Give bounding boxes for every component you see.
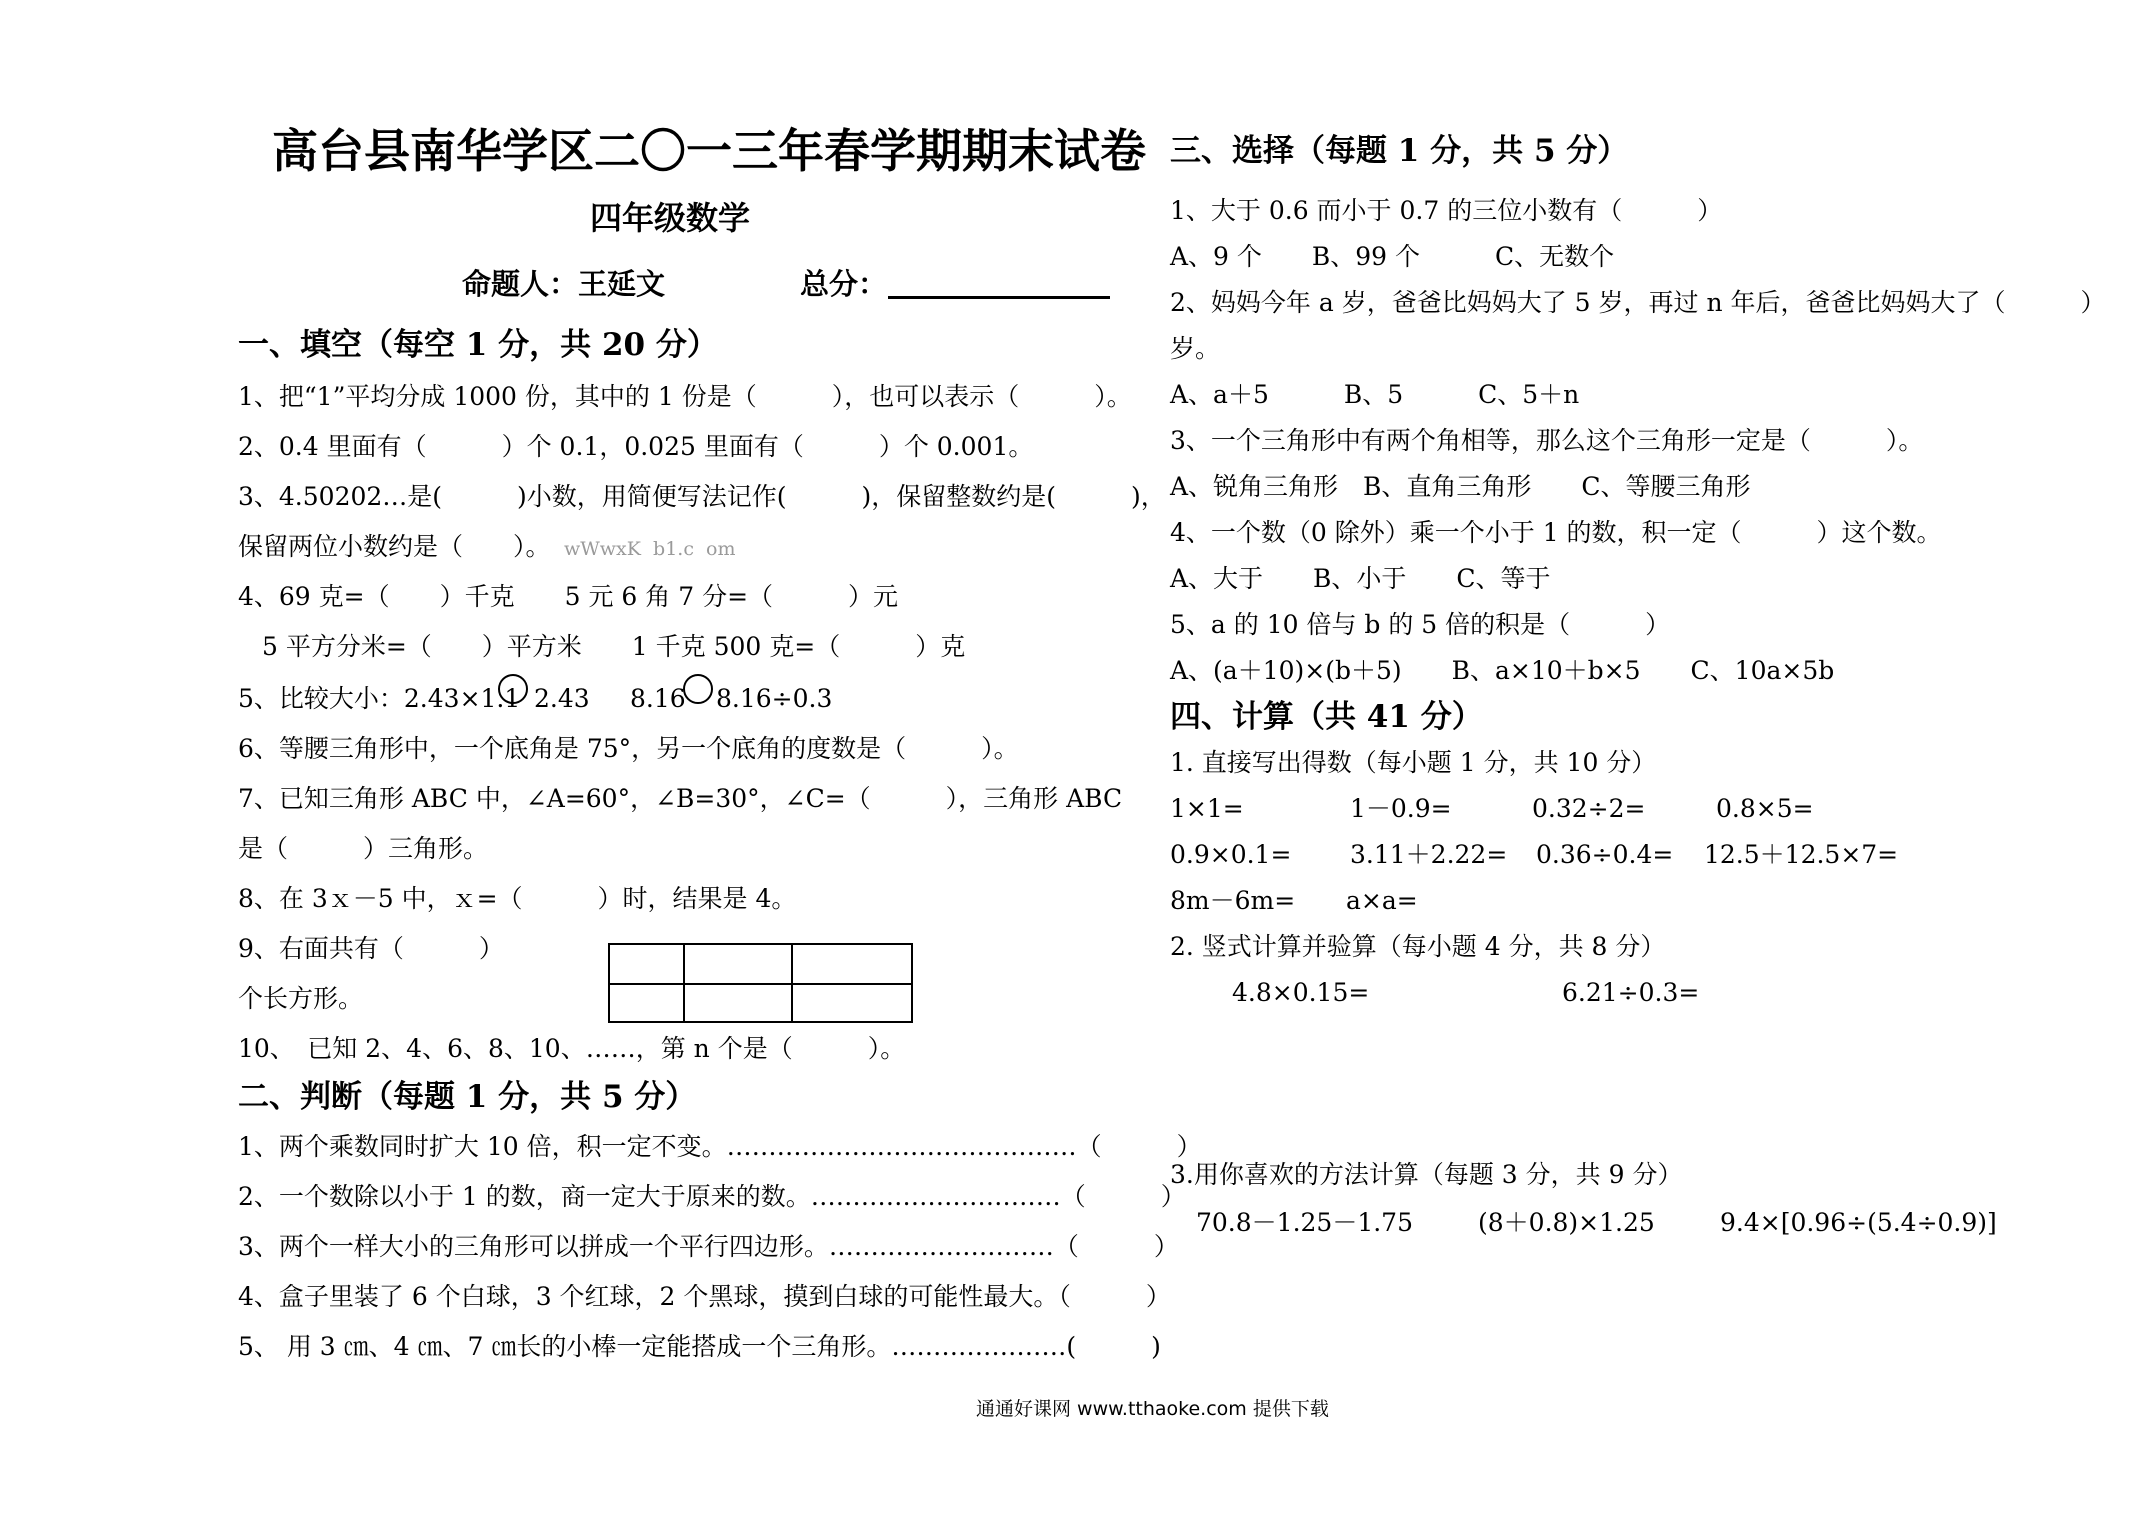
fill-question-4: 4、69 克=（ ）千克 5 元 6 角 7 分=（ ）元 xyxy=(238,582,899,611)
section-choice-heading: 三、选择（每题 1 分，共 5 分） xyxy=(1170,133,1629,169)
calc-row1-item1: 1×1= xyxy=(1170,794,1244,823)
calc-row2-item3: 0.36÷0.4= xyxy=(1536,840,1674,869)
fill-question-5-c: 8.16 xyxy=(630,684,686,713)
fill-question-10: 10、 已知 2、4、6、8、10、……，第 n 个是（ ）。 xyxy=(238,1034,906,1063)
compare-circle-2 xyxy=(683,674,713,704)
fill-question-5-d: 8.16÷0.3 xyxy=(716,684,833,713)
fill-question-5-b: 2.43 xyxy=(534,684,590,713)
fill-question-9: 9、右面共有（ ） xyxy=(238,934,504,963)
choice-question-4: 4、一个数（0 除外）乘一个小于 1 的数，积一定（ ）这个数。 xyxy=(1170,518,1942,547)
exam-title: 高台县南华学区二〇一三年春学期期末试卷 xyxy=(272,124,1146,178)
calc-row1-item3: 0.32÷2= xyxy=(1532,794,1646,823)
judge-item-2: 2、一个数除以小于 1 的数，商一定大于原来的数。…………………………（ ） xyxy=(238,1182,1186,1211)
compare-circle-1 xyxy=(498,674,528,704)
calc-vertical-item1: 4.8×0.15= xyxy=(1232,978,1370,1007)
choice-options-4: A、大于 B、小于 C、等于 xyxy=(1170,564,1551,593)
choice-question-3: 3、一个三角形中有两个角相等，那么这个三角形一定是（ ）。 xyxy=(1170,426,1924,455)
fill-question-6: 6、等腰三角形中，一个底角是 75°，另一个底角的度数是（ ）。 xyxy=(238,734,1019,763)
calc-row3-item1: 8m－6m= xyxy=(1170,886,1296,915)
fill-question-3: 3、4.50202…是( )小数，用简便写法记作( )，保留整数约是( )， xyxy=(238,482,1166,511)
calc-row2-item2: 3.11＋2.22= xyxy=(1350,840,1508,869)
section-judge-heading: 二、判断（每题 1 分，共 5 分） xyxy=(238,1079,697,1115)
page-footer: 通通好课网 www.tthaoke.com 提供下载 xyxy=(976,1398,1329,1420)
judge-item-5: 5、 用 3 ㎝、4 ㎝、7 ㎝长的小棒一定能搭成一个三角形。…………………( ) xyxy=(238,1332,1161,1361)
choice-question-2-cont: 岁。 xyxy=(1170,334,1221,363)
total-score-label: 总分： xyxy=(800,267,888,301)
fill-question-9-cont: 个长方形。 xyxy=(238,984,364,1013)
section-fill-heading: 一、填空（每空 1 分，共 20 分） xyxy=(238,327,718,363)
judge-item-4: 4、盒子里装了 6 个白球，3 个红球，2 个黑球，摸到白球的可能性最大。（ ） xyxy=(238,1282,1171,1311)
fill-question-7: 7、已知三角形 ABC 中，∠A=60°，∠B=30°，∠C=（ ），三角形 ABC xyxy=(238,784,1123,813)
choice-options-5: A、(a＋10)×(b＋5) B、a×10＋b×5 C、10a×5b xyxy=(1170,656,1835,685)
section-calc-heading: 四、计算（共 41 分） xyxy=(1170,699,1483,735)
grid-line-horizontal xyxy=(610,983,911,985)
judge-item-3: 3、两个一样大小的三角形可以拼成一个平行四边形。………………………（ ） xyxy=(238,1232,1179,1261)
choice-question-5: 5、a 的 10 倍与 b 的 5 倍的积是（ ） xyxy=(1170,610,1671,639)
calc-free-item3: 9.4×[0.96÷(5.4÷0.9)] xyxy=(1720,1208,1997,1237)
calc-free-item1: 70.8－1.25－1.75 xyxy=(1196,1208,1413,1237)
grid-line-vertical-2 xyxy=(791,945,793,1021)
fill-question-3-cont: 保留两位小数约是（ ）。 xyxy=(238,532,551,561)
fill-question-2: 2、0.4 里面有（ ）个 0.1，0.025 里面有（ ）个 0.001。 xyxy=(238,432,1034,461)
calc-row1-item4: 0.8×5= xyxy=(1716,794,1814,823)
calc-row2-item1: 0.9×0.1= xyxy=(1170,840,1292,869)
calc-free-item2: (8＋0.8)×1.25 xyxy=(1478,1208,1655,1237)
calc-part-3-title: 3.用你喜欢的方法计算（每题 3 分，共 9 分） xyxy=(1170,1160,1683,1189)
calc-vertical-item2: 6.21÷0.3= xyxy=(1562,978,1700,1007)
exam-subtitle: 四年级数学 xyxy=(590,199,751,237)
calc-row2-item4: 12.5＋12.5×7= xyxy=(1704,840,1899,869)
calc-row1-item2: 1－0.9= xyxy=(1350,794,1452,823)
grid-line-vertical-1 xyxy=(683,945,685,1021)
choice-options-3: A、锐角三角形 B、直角三角形 C、等腰三角形 xyxy=(1170,472,1751,501)
judge-item-1: 1、两个乘数同时扩大 10 倍，积一定不变。……………………………………（ ） xyxy=(238,1132,1202,1161)
rectangle-grid-figure xyxy=(608,943,913,1023)
fill-question-8: 8、在 3ｘ－5 中，ｘ=（ ）时，结果是 4。 xyxy=(238,884,797,913)
calc-part-2-title: 2. 竖式计算并验算（每小题 4 分，共 8 分） xyxy=(1170,932,1666,961)
fill-question-7-cont: 是（ ）三角形。 xyxy=(238,834,489,863)
watermark-text: wWwxK b1.c om xyxy=(564,538,736,560)
fill-question-4-cont: 5 平方分米=（ ）平方米 1 千克 500 克=（ ）克 xyxy=(262,632,966,661)
fill-question-1: 1、把“1”平均分成 1000 份，其中的 1 份是（ ），也可以表示（ ）。 xyxy=(238,382,1132,411)
choice-options-1: A、9 个 B、99 个 C、无数个 xyxy=(1170,242,1615,271)
total-score-blank xyxy=(888,296,1110,299)
calc-part-1-title: 1. 直接写出得数（每小题 1 分，共 10 分） xyxy=(1170,748,1657,777)
calc-row3-item2: a×a= xyxy=(1346,886,1418,915)
exam-author: 命题人：王延文 xyxy=(462,267,666,301)
choice-question-1: 1、大于 0.6 而小于 0.7 的三位小数有（ ） xyxy=(1170,196,1723,225)
choice-options-2: A、a＋5 B、5 C、5＋n xyxy=(1170,380,1580,409)
fill-question-5: 5、比较大小：2.43×1.1 xyxy=(238,684,521,713)
choice-question-2: 2、妈妈今年 a 岁，爸爸比妈妈大了 5 岁，再过 n 年后，爸爸比妈妈大了（ ） xyxy=(1170,288,2106,317)
